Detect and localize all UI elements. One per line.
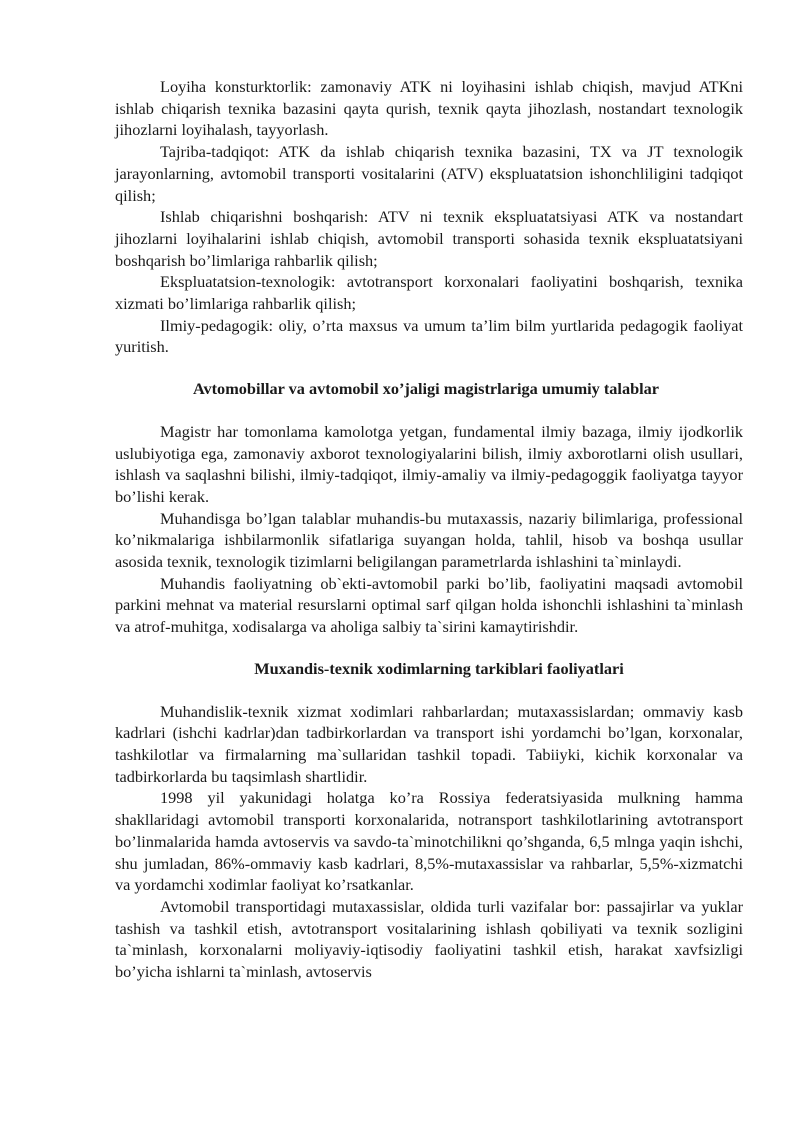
paragraph-engineer-activity: Muhandis faoliyatning ob`ekti-avtomobil parki bo’lib, faoliyatini maqsadi avtomobil parkini mehnat va material resurslarni optimal sarf qilgan holda ishonchli ishlashini ta`minlash va atrof-muhitga, xodisalarga va aholiga salbiy ta`sirini kamaytirishdir. — [115, 573, 743, 637]
paragraph-master: Magistr har tomonlama kamolotga yetgan, fundamental ilmiy bazaga, ilmiy ijodkorlik uslubiyotiga ega, zamonaviy axborot texnologiyalarini bilish, ilmiy axborotlarni olish usullari, ishlash va saqlashni bilishi, ilmiy-tadqiqot, ilmiy-amaliy va ilmiy-pedagoggik faoliyatga tayyor bo’lishi kerak. — [115, 421, 743, 506]
paragraph-production-management: Ishlab chiqarishni boshqarish: ATV ni texnik ekspluatatsiyasi ATK va nostandart jihozlarni loyihalarini ishlab chiqish, avtomobil transporti sohasida texnik ekspluatatsiyani boshqarish bo’limlariga rahbarlik qilish; — [115, 207, 743, 270]
paragraph-statistics-1998: 1998 yil yakunidagi holatga ko’ra Rossiya federatsiyasida mulkning hamma shakllaridagi avtomobil transporti korxonalarida, notransport tashkilotlarining avtotransport bo’linmalarida hamda avtoservis va savdo-ta`minotchilikni qo’shganda, 6,5 mlnga yaqin ishchi, shu jumladan, 86%-ommaviy kasb kadrlari, 8,5%-mutaxassislar va rahbarlar, 5,5%-xizmatchi va yordamchi xodimlar faoliyat ko’rsatkanlar. — [115, 788, 743, 895]
paragraph-research: Tajriba-tadqiqot: ATK da ishlab chiqarish texnika bazasini, TX va JT texnologik jarayonlarning, avtomobil transporti vositalarini (ATV) ekspluatatsion ishonchliligini tadqiqot qilish; — [115, 142, 743, 205]
section-heading-master-requirements: Avtomobillar va avtomobil xo’jaligi magistrlariga umumiy talablar — [192, 379, 660, 399]
document-page — [115, 76, 743, 983]
paragraph-engineer-requirements: Muhandisga bo’lgan talablar muhandis-bu mutaxassis, nazariy bilimlariga, professional ko’nikmalariga ishbilarmonlik sifatlariga suyangan holda, tahlil, hisob va boshqa usullar asosida texnik, texnologik tizimlarni beligilangan parametrlarda ishlashini ta`minlaydi. — [115, 508, 743, 572]
paragraph-technical-staff: Muhandislik-texnik xizmat xodimlari rahbarlardan; mutaxassislardan; ommaviy kasb kadrlari (ishchi kadrlar)dan tadbirkorlardan va transport ishi yordamchi bo’lgan, korxonalar, tashkilotlar va firmalarning ma`sullaridan tashkil topadi. Tabiiyki, kichik korxonalar va tadbirkorlarda bu taqsimlash shartlidir. — [115, 701, 743, 786]
section-heading-staff-activities: Muxandis-texnik xodimlarning tarkiblari faoliyatlari — [254, 658, 624, 678]
paragraph-design: Loyiha konsturktorlik: zamonaviy ATK ni loyihasini ishlab chiqish, mavjud ATKni ishlab chiqarish texnika bazasini qayta qurish, texnik qayta jihozlash, nostandart texnologik jihozlarni loyihalash, tayyorlash. — [115, 77, 743, 140]
paragraph-operational-technological: Ekspluatatsion-texnologik: avtotransport korxonalari faoliyatini boshqarish, texnika xizmati bo’limlariga rahbarlik qilish; — [115, 272, 743, 314]
paragraph-specialist-tasks: Avtomobil transportidagi mutaxassislar, oldida turli vazifalar bor: passajirlar va yuklar tashish va tashkil etish, avtotransport vositalarining ishlash qobiliyati va texnik sozligini ta`minlash, korxonalarni moliyaviy-iqtisodiy faoliyatini tashkil etish, harakat xavfsizligi bo’yicha ishlarni ta`minlash, avtoservis — [115, 896, 743, 982]
paragraph-scientific-pedagogical: Ilmiy-pedagogik: oliy, o’rta maxsus va umum ta’lim bilm yurtlarida pedagogik faoliyat yuritish. — [115, 315, 743, 357]
